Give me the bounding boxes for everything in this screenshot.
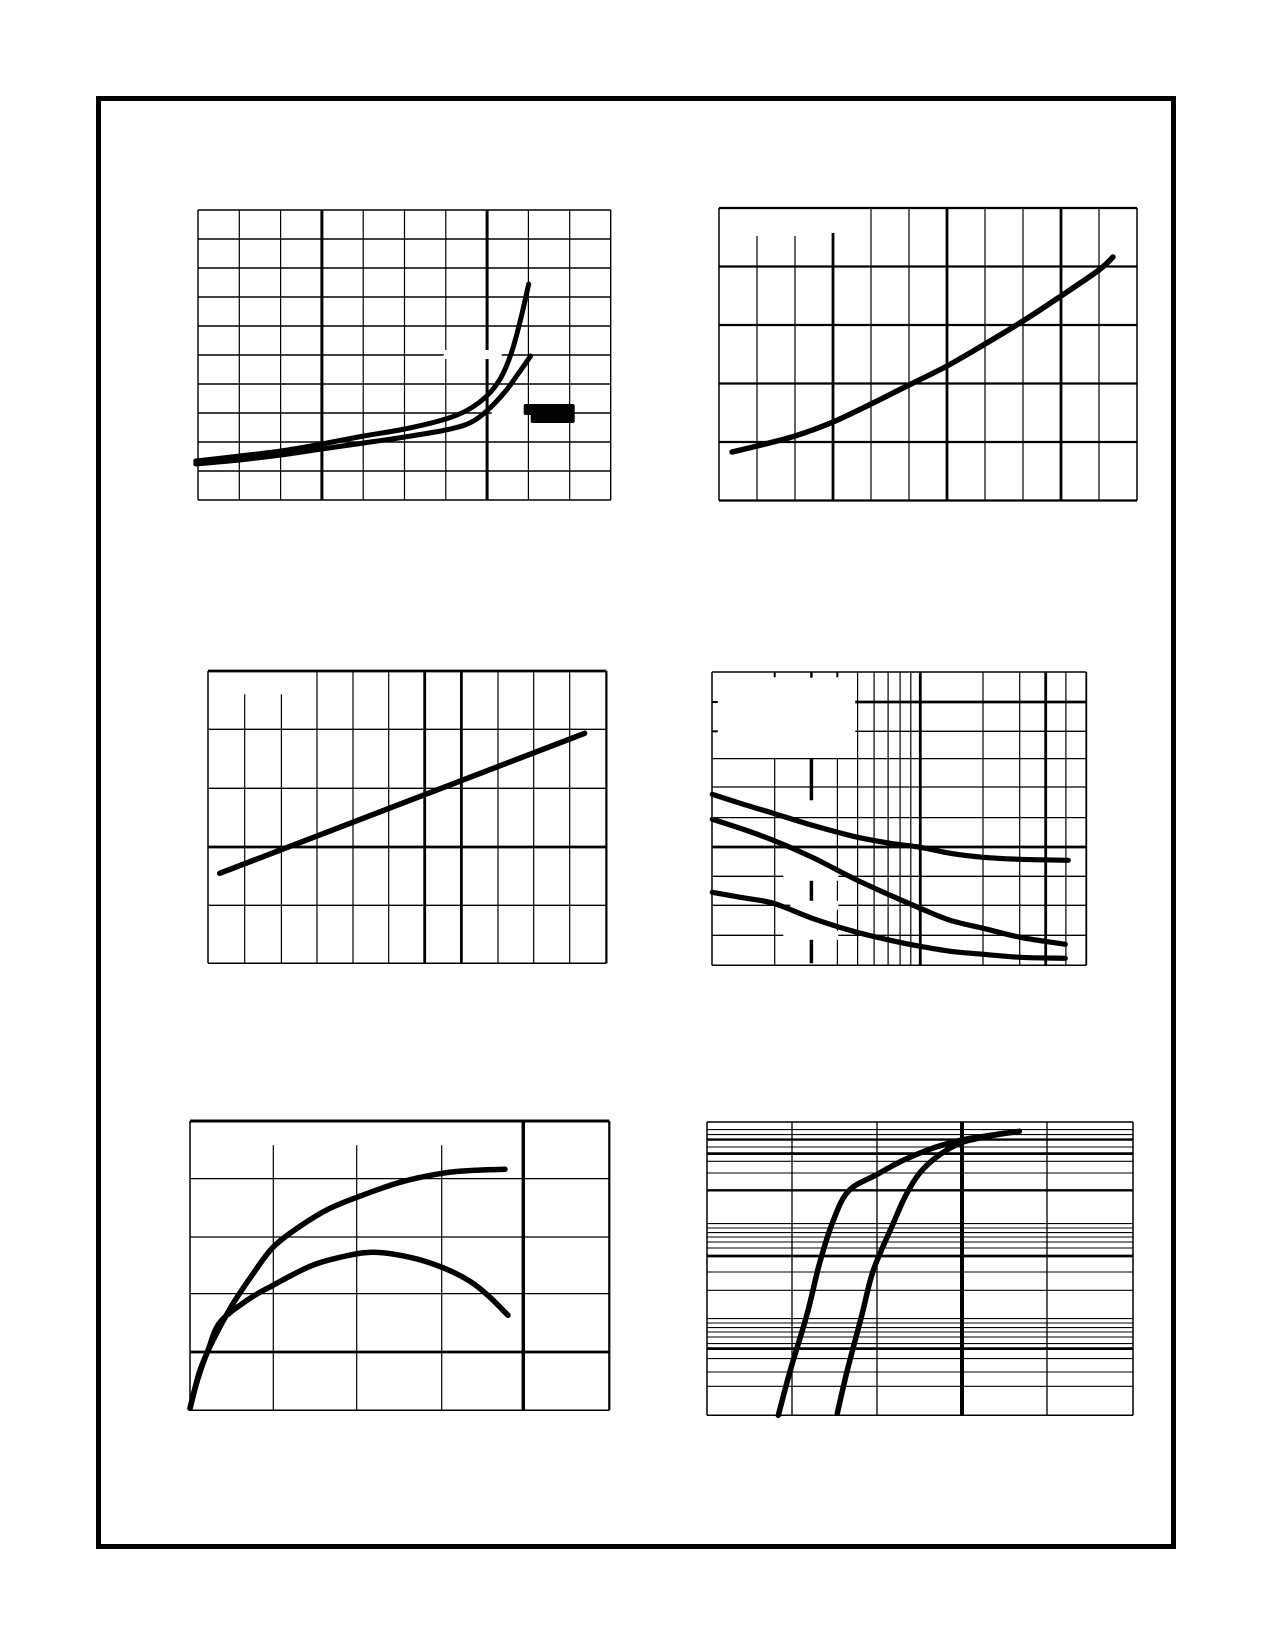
chart-2-top-right-plot bbox=[709, 198, 1147, 511]
chart-6-bottom-right-plot bbox=[697, 1112, 1143, 1425]
chart-1-top-left-plot bbox=[188, 200, 621, 510]
chart-4-middle-right-plot bbox=[702, 662, 1096, 975]
chart-5-bottom-left-plot bbox=[180, 1111, 619, 1420]
chart-3-middle-left-plot bbox=[198, 661, 616, 973]
